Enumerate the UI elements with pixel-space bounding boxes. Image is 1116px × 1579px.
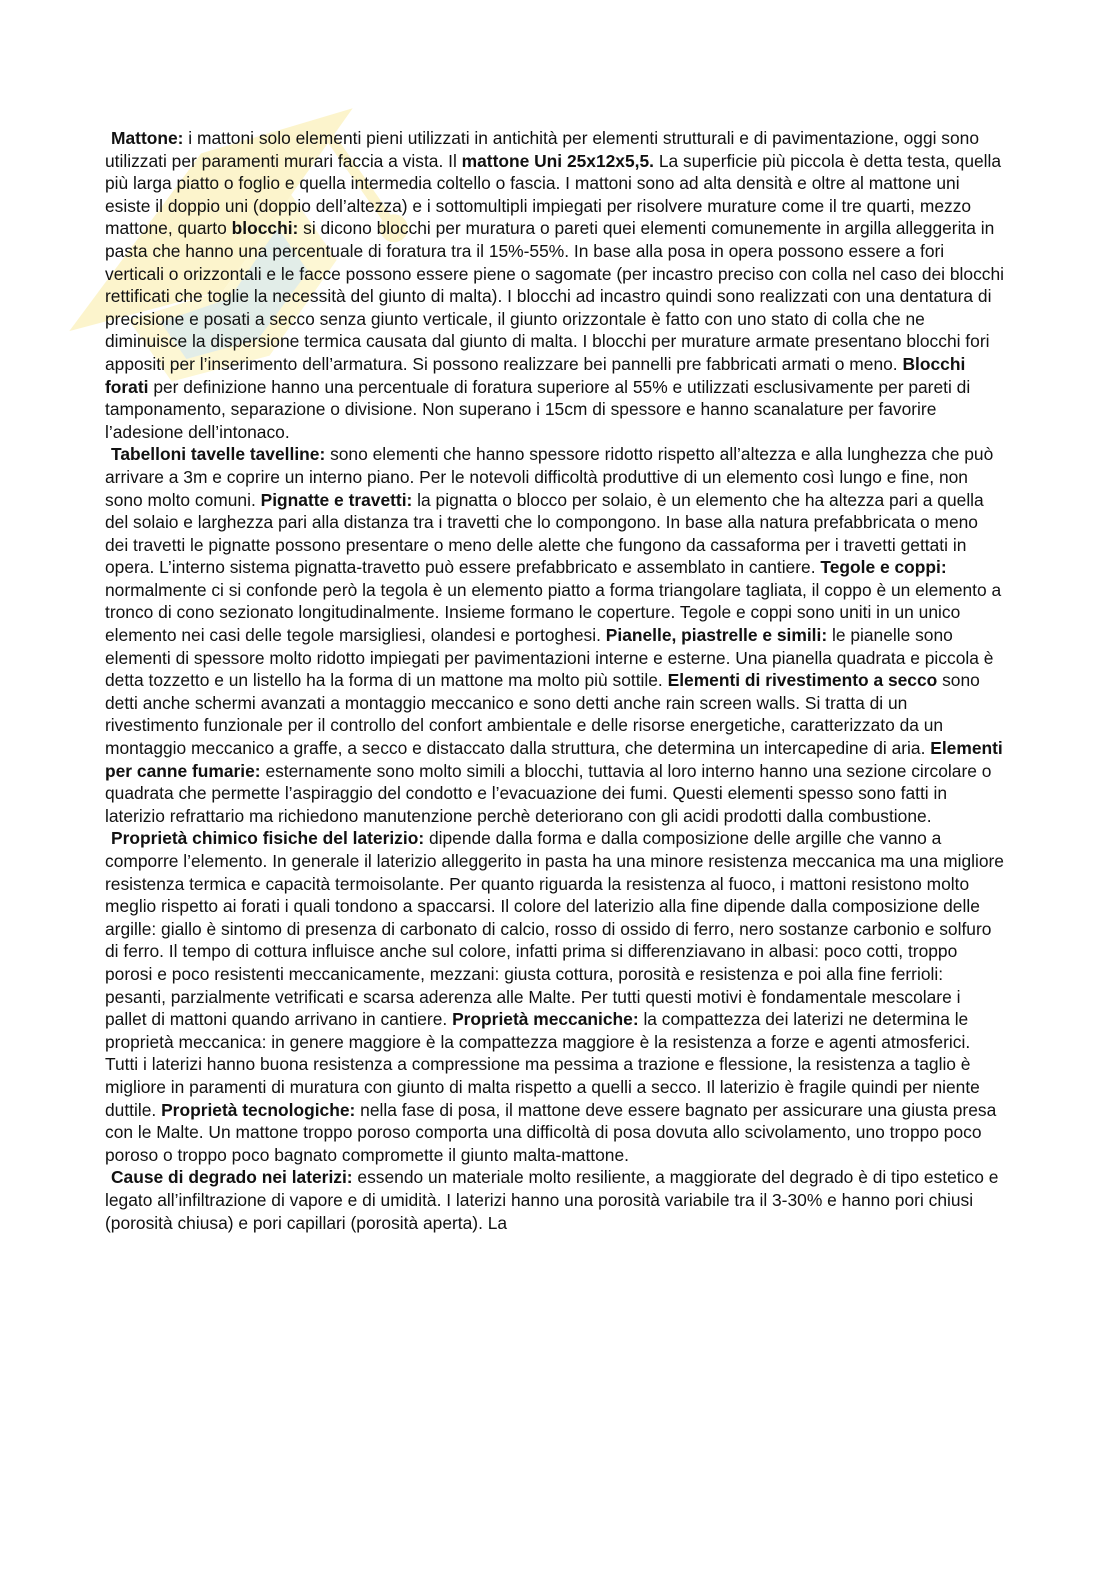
bold-term: Tabelloni tavelle tavelline: xyxy=(111,444,326,465)
bold-term: Elementi di rivestimento a secco xyxy=(667,670,938,691)
paragraph-altri-elementi: Tabelloni tavelle tavelline: sono elementi che hanno spessore ridotto rispetto all’altezza e alla lunghezza che può arrivare a 3m e coprire un interno piano. Per le notevoli difficoltà produttive di un elemento così lungo e fine, non sono molto comuni. Pignatte e travetti: la pignatta o blocco per solaio, è un elemento che ha altezza pari a quella del solaio e larghezza pari alla distanza tra i travetti che lo compongono. In base alla natura prefabbricata o meno dei travetti le pignatte possono presentare o meno delle alette che fungono da cassaforma per i travetti gettati in opera. L’interno sistema pignatta-travetto può essere prefabbricato e assemblato in cantiere. Tegole e coppi: normalmente ci si confonde però la tegola è un elemento piatto a forma triangolare tagliata, il coppo è un elemento a tronco di cono sezionato longitudinalmente. Insieme formano le coperture. Tegole e coppi sono uniti in un unico elemento nei casi delle tegole marsigliesi, olandesi e portoghesi. Pianelle, piastrelle e simili: le pianelle sono elementi di spessore molto ridotto impiegati per pavimentazioni interne e esterne. Una pianella quadrata e piccola è detta tozzetto e un listello ha la forma di un mattone ma molto più sottile. Elementi di rivestimento a secco sono detti anche schermi avanzati a montaggio meccanico e sono detti anche rain screen walls. Si tratta di un rivestimento funzionale per il controllo del confort ambientale e delle risorse energetiche, caratterizzato da un montaggio meccanico a graffe, a secco e distaccato dalla struttura, che determina un intercapedine di aria. Elementi per canne fumarie: esternamente sono molto simili a blocchi, tuttavia al loro interno hanno una sezione circolare o quadrata che permette l’aspiraggio del condotto e l’evacuazione dei fumi. Questi elementi spesso sono fatti in laterizio refrattario ma richiedono manutenzione perchè deteriorano con gli acidi prodotti dalla combustione. xyxy=(105,444,1003,826)
document-body xyxy=(105,127,1005,1234)
bold-term: Blocchi forati xyxy=(105,353,966,397)
bold-term: Tegole e coppi: xyxy=(820,557,947,578)
bold-term: Elementi per canne fumarie: xyxy=(105,738,1003,781)
paragraph-proprieta: Proprietà chimico fisiche del laterizio: dipende dalla forma e dalla composizione delle argille che vanno a comporre l’elemento. In generale il laterizio alleggerito in pasta ha una minore resistenza meccanica ma una migliore resistenza termica e capacità termoisolante. Per quanto riguarda la resistenza al fuoco, i mattoni resistono molto meglio rispetto ai forati i quali tondono a spaccarsi. Il colore del laterizio alla fine dipende dalla composizione delle argille: giallo è sintomo di presenza di carbonato di calcio, rosso di ossido di ferro, nero sostanze carbonio e solfuro di ferro. Il tempo di cottura influisce anche sul colore, infatti prima si differenziavano in albasi: poco cotti, troppo porosi e poco resistenti meccanicamente, mezzani: giusta cottura, porosità e resistenza e poi alla fine ferrioli: pesanti, parzialmente vetrificati e scarsa aderenza alle Malte. Per tutti questi motivi è fondamentale mescolare i pallet di mattoni quando arrivano in cantiere. Proprietà meccaniche: la compattezza dei laterizi ne determina le proprietà meccanica: in genere maggiore è la compattezza maggiore è la resistenza a forze e agenti atmosferici. Tutti i laterizi hanno buona resistenza a compressione ma pessima a trazione e flessione, la resistenza a taglio è migliore in paramenti di muratura con giunto di malta rispetto a quelli a secco. Il laterizio è fragile quindi per niente duttile. Proprietà tecnologiche: nella fase di posa, il mattone deve essere bagnato per assicurare una giusta presa con le Malte. Un mattone troppo poroso comporta una difficoltà di posa dovuta allo scivolamento, uno troppo poco poroso o troppo poco bagnato compromette il giunto malta-mattone. xyxy=(105,828,1004,1165)
bold-term: Mattone: xyxy=(111,128,184,148)
bold-term: blocchi: xyxy=(231,218,299,239)
paragraph-laterizi-elementi: Mattone: i mattoni solo elementi pieni utilizzati in antichità per elementi strutturali e di pavimentazione, oggi sono utilizzati per paramenti murari faccia a vista. Il mattone Uni 25x12x5,5. La superficie più piccola è detta testa, quella più larga piatto o foglio e quella intermedia coltello o fascia. I mattoni sono ad alta densità e oltre al mattone uni esiste il doppio uni (doppio dell’altezza) e i sottomultipli impiegati per risolvere murature come il tre quarti, mezzo mattone, quarto blocchi: si dicono blocchi per muratura o pareti quei elementi comunemente in argilla alleggerita in pasta che hanno una percentuale di foratura tra il 15%-55%. In base alla posa in opera possono essere a fori verticali o orizzontali e le facce possono essere piene o sagomate (per incastro preciso con colla nel caso dei blocchi rettificati che toglie la necessità del giunto di malta). I blocchi ad incastro quindi sono realizzati con una dentatura di precisione e posati a secco senza giunto verticale, il giunto orizzontale è fatto con uno stato di colla che ne diminuisce la dispersione termica causata dal giunto di malta. I blocchi per murature armate presentano blocchi fori appositi per l’inserimento dell’armatura. Si possono realizzare bei pannelli pre fabbricati armati o meno. Blocchi forati per definizione hanno una percentuale di foratura superiore al 55% e utilizzati esclusivamente per pareti di tamponamento, separazione o divisione. Non superano i 15cm di spessore e hanno scanalature per favorire l’adesione dell’intonaco. xyxy=(105,128,1004,442)
bold-term: Proprietà chimico fisiche del laterizio: xyxy=(111,828,425,849)
bold-term: Proprietà tecnologiche: xyxy=(161,1099,356,1120)
bold-term: Pignatte e travetti: xyxy=(260,489,413,510)
bold-term: Proprietà meccaniche: xyxy=(452,1009,639,1030)
bold-term: Cause di degrado nei laterizi: xyxy=(111,1167,353,1188)
bold-term: mattone Uni 25x12x5,5. xyxy=(461,150,654,171)
paragraph-cause-degrado: Cause di degrado nei laterizi: essendo un materiale molto resiliente, a maggiorate del degrado è di tipo estetico e legato all’infiltrazione di vapore e di umidità. I laterizi hanno una porosità variabile tra il 3-30% e hanno pori chiusi (porosità chiusa) e pori capillari (porosità aperta). La xyxy=(105,1167,999,1233)
bold-term: Pianelle, piastrelle e simili: xyxy=(605,625,828,646)
